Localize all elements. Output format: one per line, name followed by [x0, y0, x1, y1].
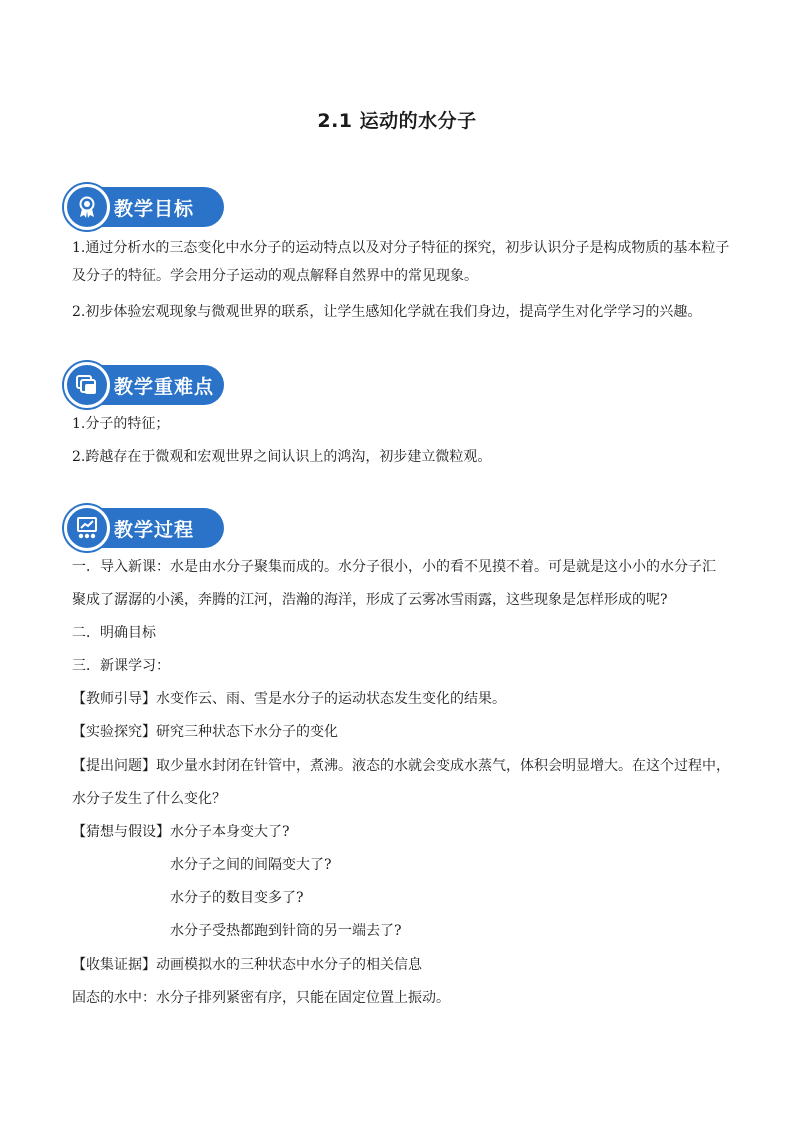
solid-state-line: 固态的水中：水分子排列紧密有序，只能在固定位置上振动。	[72, 990, 450, 1006]
step-3: 三．新课学习：	[72, 658, 170, 674]
section-heading: 教学重难点	[114, 376, 215, 398]
hypothesis-item: 水分子之间的间隔变大了?	[170, 857, 332, 873]
hypothesis-item: 水分子受热都跑到针筒的另一端去了?	[170, 923, 402, 939]
intro-line-2: 聚成了潺潺的小溪，奔腾的江河，浩瀚的海洋，形成了云雾冰雪雨露，这些现象是怎样形成的呢?	[72, 592, 668, 608]
goal-item-1: 1.通过分析水的三态变化中水分子的运动特点以及对分子特征的探究，初步认识分子是构成物质的基本粒子及分子的特征。学会用分子运动的观点解释自然界中的常见现象。	[72, 240, 730, 284]
layers-icon	[64, 362, 110, 408]
hypothesis-item: 水分子的数目变多了?	[170, 890, 304, 906]
keypoint-item-1: 1.分子的特征；	[72, 416, 170, 432]
experiment-line: 【实验探究】研究三种状态下水分子的变化	[72, 724, 338, 740]
question-line-2: 水分子发生了什么变化？	[72, 791, 226, 807]
teacher-guide: 【教师引导】水变作云、雨、雪是水分子的运动状态发生变化的结果。	[72, 691, 506, 707]
page-title: 2.1 运动的水分子	[317, 110, 477, 132]
presentation-icon	[64, 505, 110, 551]
hypothesis-line: 【猜想与假设】水分子本身变大了?	[72, 824, 290, 840]
section-header-keypoints	[64, 362, 226, 408]
section-heading: 教学目标	[114, 198, 195, 220]
goal-item-2: 2.初步体验宏观现象与微观世界的联系，让学生感知化学就在我们身边，提高学生对化学学习的兴趣。	[72, 304, 702, 320]
section-heading: 教学过程	[114, 519, 195, 541]
intro-line-1: 一．导入新课：水是由水分子聚集而成的。水分子很小，小的看不见摸不着。可是就是这小小的水分子汇	[72, 559, 716, 575]
evidence-line: 【收集证据】动画模拟水的三种状态中水分子的相关信息	[72, 957, 422, 973]
keypoint-item-2: 2.跨越存在于微观和宏观世界之间认识上的鸿沟，初步建立微粒观。	[72, 449, 492, 465]
award-icon	[64, 184, 110, 230]
section-header-process	[64, 505, 226, 551]
question-line-1: 【提出问题】取少量水封闭在针管中，煮沸。液态的水就会变成水蒸气，体积会明显增大。在这个过程中，	[72, 758, 730, 774]
step-2: 二．明确目标	[72, 625, 156, 641]
section-header-goals	[64, 184, 226, 230]
